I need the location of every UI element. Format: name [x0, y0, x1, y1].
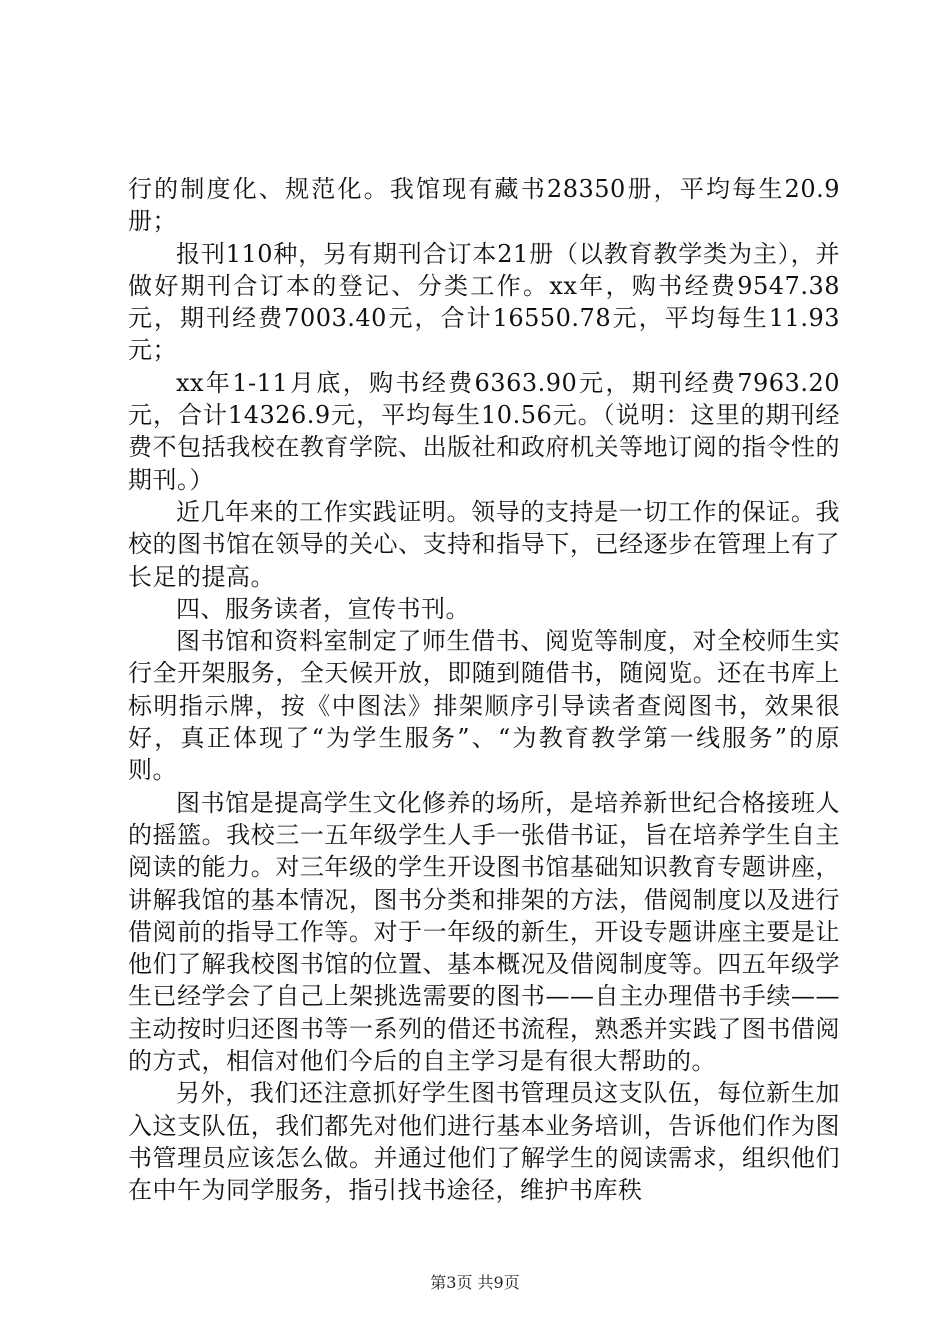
paragraph-funding: xx年1-11月底，购书经费6363.90元，期刊经费7963.20元，合计14326.9元，平均每生10.56元。（说明：这里的期刊经费不包括我校在教育学院、出版社和政府机关等地订阅的指令性的期刊。）	[128, 368, 840, 494]
paragraph-open-shelf-service: 图书馆和资料室制定了师生借书、阅览等制度，对全校师生实行全开架服务，全天候开放，即随到随借书，随阅览。还在书库上标明指示牌，按《中图法》排架顺序引导读者查阅图书，效果很好，真正体现了“为学生服务”、“为教育教学第一线服务”的原则。	[128, 627, 840, 785]
page-footer: 第3页 共9页	[430, 1273, 520, 1292]
paragraph-continuation: 行的制度化、规范化。我馆现有藏书28350册，平均每生20.9册；	[128, 175, 840, 236]
paragraph-periodicals: 报刊110种，另有期刊合订本21册（以教育教学类为主），并做好期刊合订本的登记、分类工作。xx年，购书经费9547.38元，期刊经费7003.40元，合计16550.78元，平均每生11.93元；	[128, 239, 840, 365]
paragraph-leadership: 近几年来的工作实践证明。领导的支持是一切工作的保证。我校的图书馆在领导的关心、支持和指导下，已经逐步在管理上有了长足的提高。	[128, 497, 840, 591]
section-heading: 四、服务读者，宣传书刊。	[176, 594, 470, 623]
document-body	[128, 173, 840, 1207]
paragraph-reading-education: 图书馆是提高学生文化修养的场所，是培养新世纪合格接班人的摇篮。我校三一五年级学生人手一张借书证，旨在培养学生自主阅读的能力。对三年级的学生开设图书馆基础知识教育专题讲座，讲解我馆的基本情况，图书分类和排架的方法，借阅制度以及进行借阅前的指导工作等。对于一年级的新生，开设专题讲座主要是让他们了解我校图书馆的位置、基本概况及借阅制度等。四五年级学生已经学会了自己上架挑选需要的图书——自主办理借书手续——主动按时归还图书等一系列的借还书流程，熟悉并实践了图书借阅的方式，相信对他们今后的自主学习是有很大帮助的。	[128, 788, 840, 1076]
paragraph-student-librarians: 另外，我们还注意抓好学生图书管理员这支队伍，每位新生加入这支队伍，我们都先对他们进行基本业务培训，告诉他们作为图书管理员应该怎么做。并通过他们了解学生的阅读需求，组织他们在中午为同学服务，指引找书途径，维护书库秩	[128, 1079, 840, 1205]
